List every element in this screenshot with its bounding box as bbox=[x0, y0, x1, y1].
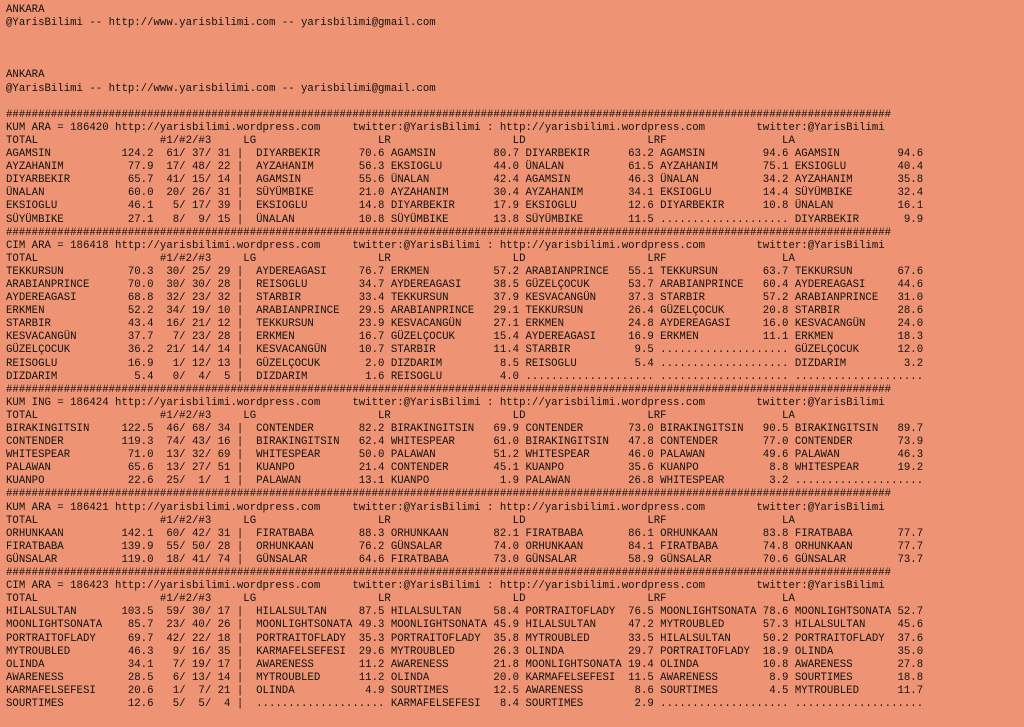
text-line: ########################################################################################################################################## bbox=[6, 567, 892, 580]
text-line: BIRAKINGITSIN 122.5 46/ 68/ 34 | CONTENDER 82.2 BIRAKINGITSIN 69.9 CONTENDER 73.0 BIRAKINGITSIN 90.5 BIRAKINGITSIN 89.7 bbox=[6, 423, 924, 435]
text-line: TOTAL #1/#2/#3 LG LR LD LRF LA bbox=[6, 409, 795, 422]
text-line: WHITESPEAR 71.0 13/ 32/ 69 | WHITESPEAR 50.0 PALAWAN 51.2 WHITESPEAR 46.0 PALAWAN 49.6 PALAWAN 46.3 bbox=[6, 449, 924, 462]
text-line: REISOGLU 16.9 1/ 12/ 13 | GÜZELÇOCUK 2.0 DIZDARIM 8.5 REISOGLU 5.4 .................... DIZDARIM 3.2 bbox=[6, 357, 924, 370]
text-line: TOTAL #1/#2/#3 LG LR LD LRF LA bbox=[6, 134, 795, 147]
text-line: AYDEREAGASI 68.8 32/ 23/ 32 | STARBIR 33.4 TEKKURSUN 37.9 KESVACANGÜN 37.3 STARBIR 57.2 ARABIANPRINCE 31.0 bbox=[6, 292, 924, 305]
text-line: KESVACANGÜN 37.7 7/ 23/ 28 | ERKMEN 16.7 GÜZELÇOCUK 15.4 AYDEREAGASI 16.9 ERKMEN 11.1 ERKMEN 18.3 bbox=[6, 331, 924, 344]
text-line: AGAMSIN 124.2 61/ 37/ 31 | DIYARBEKIR 70.6 AGAMSIN 80.7 DIYARBEKIR 63.2 AGAMSIN 94.6 AGAMSIN 94.6 bbox=[6, 148, 924, 161]
text-line: CIM ARA = 186423 http://yarisbilimi.wordpress.com twitter:@YarisBilimi : http://yarisbilimi.wordpress.com twitter:@YarisBilimi bbox=[6, 580, 885, 593]
text-line: TOTAL #1/#2/#3 LG LR LD LRF LA bbox=[6, 514, 795, 527]
text-line: TEKKURSUN 70.3 30/ 25/ 29 | AYDEREAGASI 76.7 ERKMEN 57.2 ARABIANPRINCE 55.1 TEKKURSUN 63.7 TEKKURSUN 67.6 bbox=[6, 265, 924, 278]
text-line: OLINDA 34.1 7/ 19/ 17 | AWARENESS 11.2 AWARENESS 21.8 MOONLIGHTSONATA 19.4 OLINDA 10.8 AWARENESS 27.8 bbox=[6, 658, 924, 671]
text-line: TOTAL #1/#2/#3 LG LR LD LRF LA bbox=[6, 593, 795, 606]
text-line: GÜNSALAR 119.0 18/ 41/ 74 | GÜNSALAR 64.6 FIRATBABA 73.0 GÜNSALAR 58.9 GÜNSALAR 70.6 GÜNSALAR 73.7 bbox=[6, 553, 924, 566]
text-line bbox=[6, 43, 1024, 56]
text-line: DIYARBEKIR 65.7 41/ 15/ 14 | AGAMSIN 55.6 ÜNALAN 42.4 AGAMSIN 46.3 ÜNALAN 34.2 AYZAHANIM 35.8 bbox=[6, 174, 924, 187]
text-line: KUM ARA = 186420 http://yarisbilimi.wordpress.com twitter:@YarisBilimi : http://yarisbilimi.wordpress.com twitter:@YarisBilimi bbox=[6, 121, 885, 134]
text-line: AWARENESS 28.5 6/ 13/ 14 | MYTROUBLED 11.2 OLINDA 20.0 KARMAFELSEFESI 11.5 AWARENESS 8.9 SOURTIMES 18.8 bbox=[6, 671, 924, 684]
text-line: KUM ARA = 186421 http://yarisbilimi.wordpress.com twitter:@YarisBilimi : http://yarisbilimi.wordpress.com twitter:@YarisBilimi bbox=[6, 501, 885, 514]
text-line: KUM ING = 186424 http://yarisbilimi.wordpress.com twitter:@YarisBilimi : http://yarisbilimi.wordpress.com twitter:@YarisBilimi bbox=[6, 396, 885, 409]
text-line: ########################################################################################################################################## bbox=[6, 383, 892, 396]
text-line: ANKARA bbox=[6, 4, 45, 16]
text-line: TOTAL #1/#2/#3 LG LR LD LRF LA bbox=[6, 252, 795, 265]
text-line: FIRATBABA 139.9 55/ 50/ 28 | ORHUNKAAN 76.2 GÜNSALAR 74.0 ORHUNKAAN 84.1 FIRATBABA 74.8 ORHUNKAAN 77.7 bbox=[6, 540, 924, 553]
text-line bbox=[6, 96, 1024, 109]
text-line: SÜYÜMBIKE 27.1 8/ 9/ 15 | ÜNALAN 10.8 SÜYÜMBIKE 13.8 SÜYÜMBIKE 11.5 .................... DIYARBEKIR 9.9 bbox=[6, 213, 924, 226]
text-line: MOONLIGHTSONATA 85.7 23/ 40/ 26 | MOONLIGHTSONATA 49.3 MOONLIGHTSONATA 45.9 HILALSULTAN 47.2 MYTROUBLED 57.3 HILALSULTAN 45.6 bbox=[6, 619, 924, 632]
text-line: AYZAHANIM 77.9 17/ 48/ 22 | AYZAHANIM 56.3 EKSIOGLU 44.0 ÜNALAN 61.5 AYZAHANIM 75.1 EKSIOGLU 40.4 bbox=[6, 161, 924, 174]
text-line: KARMAFELSEFESI 20.6 1/ 7/ 21 | OLINDA 4.9 SOURTIMES 12.5 AWARENESS 8.6 SOURTIMES 4.5 MYTROUBLED 11.7 bbox=[6, 684, 924, 697]
text-line: SOURTIMES 12.6 5/ 5/ 4 | .................... KARMAFELSEFESI 8.4 SOURTIMES 2.9 .................... .................... bbox=[6, 697, 924, 710]
text-line bbox=[6, 56, 1024, 69]
text-line: @YarisBilimi -- http://www.yarisbilimi.com -- yarisbilimi@gmail.com bbox=[6, 82, 436, 95]
text-line: ORHUNKAAN 142.1 60/ 42/ 31 | FIRATBABA 88.3 ORHUNKAAN 82.1 FIRATBABA 86.1 ORHUNKAAN 83.8 FIRATBABA 77.7 bbox=[6, 527, 924, 540]
text-line: ÜNALAN 60.0 20/ 26/ 31 | SÜYÜMBIKE 21.0 AYZAHANIM 30.4 AYZAHANIM 34.1 EKSIOGLU 14.4 SÜYÜMBIKE 32.4 bbox=[6, 187, 924, 200]
text-line: @YarisBilimi -- http://www.yarisbilimi.com -- yarisbilimi@gmail.com bbox=[6, 17, 436, 30]
text-line: PORTRAITOFLADY 69.7 42/ 22/ 18 | PORTRAITOFLADY 35.3 PORTRAITOFLADY 35.8 MYTROUBLED 33.5 HILALSULTAN 50.2 PORTRAITOFLADY 37.6 bbox=[6, 632, 924, 645]
text-line: ########################################################################################################################################## bbox=[6, 226, 892, 239]
text-line: ERKMEN 52.2 34/ 19/ 10 | ARABIANPRINCE 29.5 ARABIANPRINCE 29.1 TEKKURSUN 26.4 GÜZELÇOCUK 20.8 STARBIR 28.6 bbox=[6, 305, 924, 318]
text-line: KUANPO 22.6 25/ 1/ 1 | PALAWAN 13.1 KUANPO 1.9 PALAWAN 26.8 WHITESPEAR 3.2 .................... bbox=[6, 475, 924, 488]
text-line: ANKARA bbox=[6, 69, 45, 82]
text-line: CONTENDER 119.3 74/ 43/ 16 | BIRAKINGITSIN 62.4 WHITESPEAR 61.0 BIRAKINGITSIN 47.8 CONTENDER 77.0 CONTENDER 73.9 bbox=[6, 436, 924, 449]
text-line: PALAWAN 65.6 13/ 27/ 51 | KUANPO 21.4 CONTENDER 45.1 KUANPO 35.6 KUANPO 8.8 WHITESPEAR 19.2 bbox=[6, 462, 924, 475]
text-line: DIZDARIM 5.4 0/ 4/ 5 | DIZDARIM 1.6 REISOGLU 4.0 .................... .................... .................... bbox=[6, 370, 924, 383]
text-line: ########################################################################################################################################## bbox=[6, 108, 892, 121]
text-line: ########################################################################################################################################## bbox=[6, 488, 892, 501]
text-line: MYTROUBLED 46.3 9/ 16/ 35 | KARMAFELSEFESI 29.6 MYTROUBLED 26.3 OLINDA 29.7 PORTRAITOFLADY 18.9 OLINDA 35.0 bbox=[6, 645, 924, 658]
text-line: EKSIOGLU 46.1 5/ 17/ 39 | EKSIOGLU 14.8 DIYARBEKIR 17.9 EKSIOGLU 12.6 DIYARBEKIR 10.8 ÜNALAN 16.1 bbox=[6, 200, 924, 213]
text-line: HILALSULTAN 103.5 59/ 30/ 17 | HILALSULTAN 87.5 HILALSULTAN 58.4 PORTRAITOFLADY 76.5 MOONLIGHTSONATA 78.6 MOONLIGHTSONATA 52.7 bbox=[6, 606, 924, 619]
text-line: STARBIR 43.4 16/ 21/ 12 | TEKKURSUN 23.9 KESVACANGÜN 27.1 ERKMEN 24.8 AYDEREAGASI 16.0 KESVACANGÜN 24.0 bbox=[6, 318, 924, 331]
text-line: ARABIANPRINCE 70.0 30/ 30/ 28 | REISOGLU 34.7 AYDEREAGASI 38.5 GÜZELÇOCUK 53.7 ARABIANPRINCE 60.4 AYDEREAGASI 44.6 bbox=[6, 278, 924, 291]
text-line: CIM ARA = 186418 http://yarisbilimi.wordpress.com twitter:@YarisBilimi : http://yarisbilimi.wordpress.com twitter:@YarisBilimi bbox=[6, 239, 885, 252]
text-line bbox=[6, 30, 1024, 43]
text-line: GÜZELÇOCUK 36.2 21/ 14/ 14 | KESVACANGÜN 10.7 STARBIR 11.4 STARBIR 9.5 .................... GÜZELÇOCUK 12.0 bbox=[6, 344, 924, 357]
